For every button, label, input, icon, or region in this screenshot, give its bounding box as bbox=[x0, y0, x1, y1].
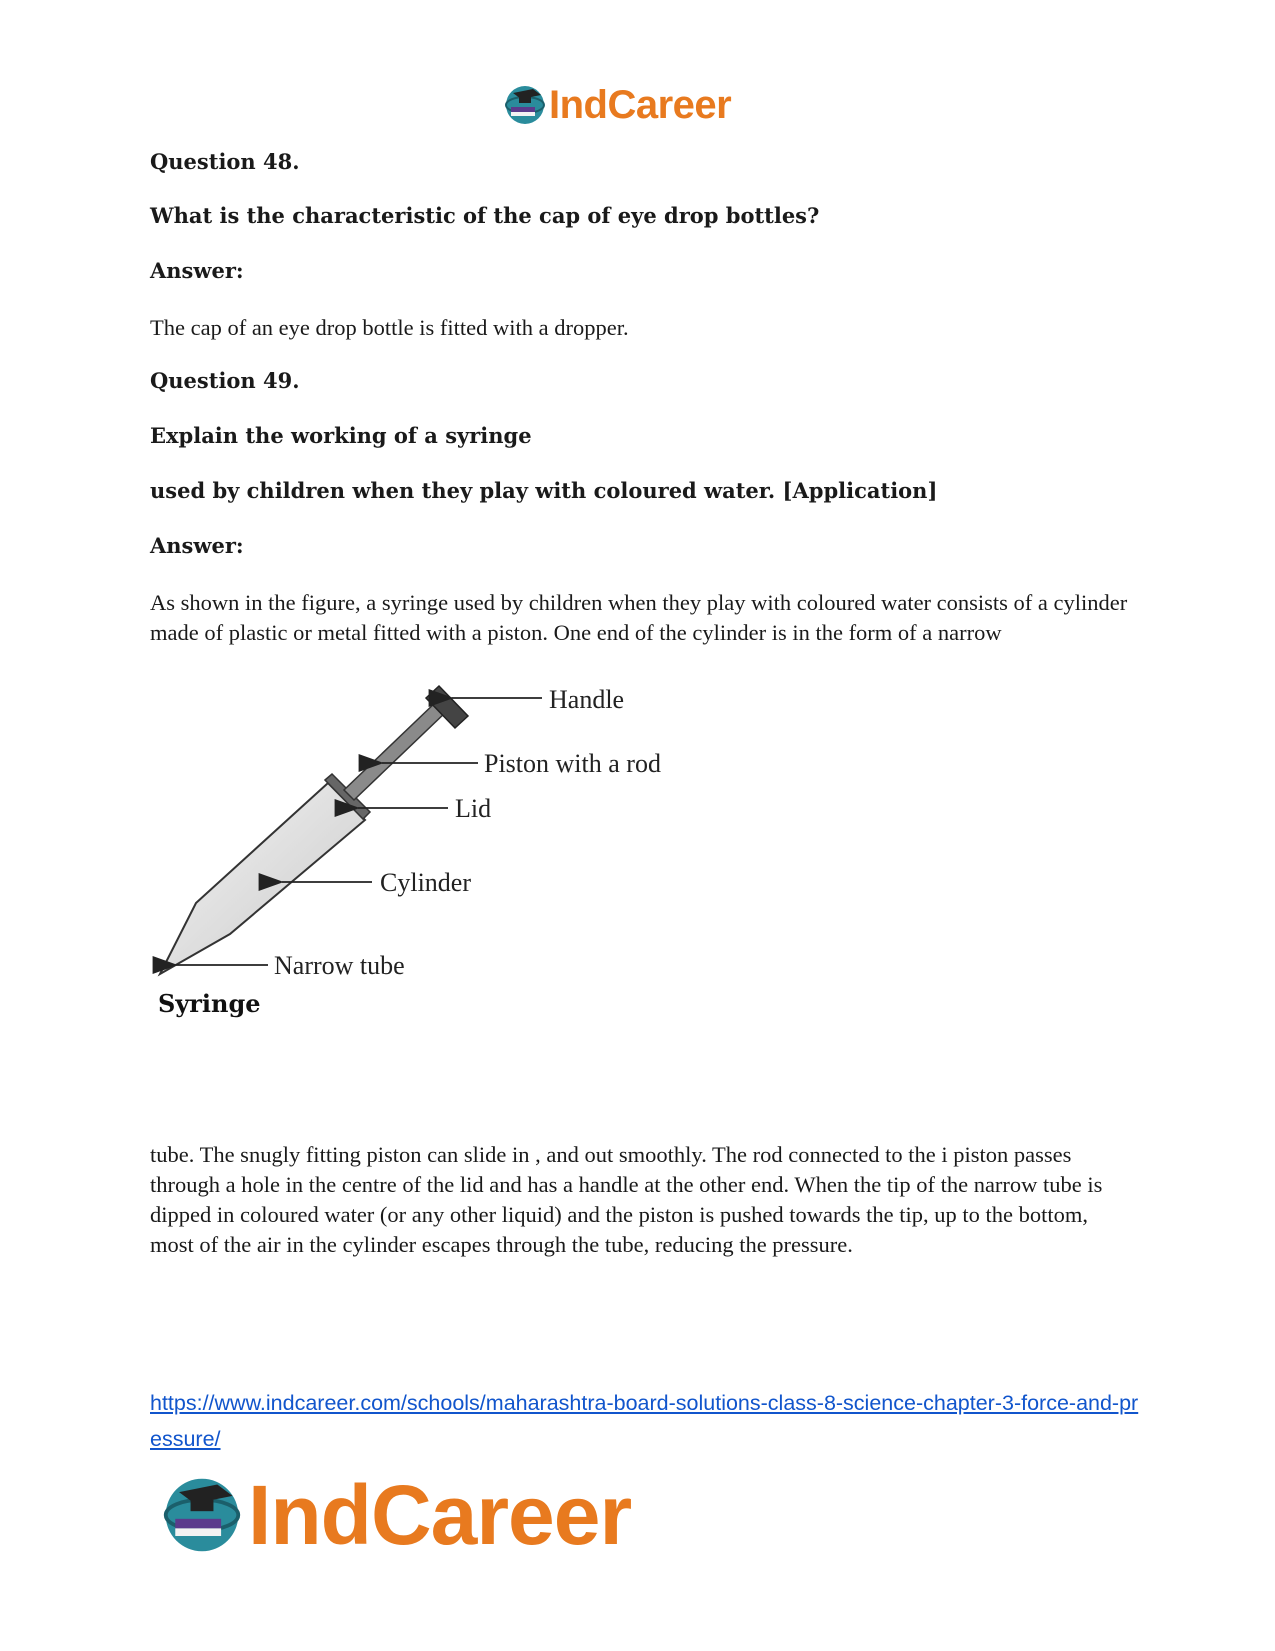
answer-48-text: The cap of an eye drop bottle is fitted with a dropper. bbox=[150, 315, 629, 340]
question-49-text-line2: used by children when they play with coloured water. [Application] bbox=[150, 478, 938, 503]
label-cylinder: Cylinder bbox=[380, 868, 471, 897]
logo-wordmark: IndCareer bbox=[549, 83, 732, 127]
label-handle: Handle bbox=[549, 685, 625, 714]
label-lid: Lid bbox=[455, 794, 492, 823]
question-49-label: Question 49. bbox=[150, 368, 300, 393]
source-link[interactable]: https://www.indcareer.com/schools/maharashtra-board-solutions-class-8-science-chapter-3-force-and-pressure/ bbox=[150, 1391, 1139, 1451]
label-piston: Piston with a rod bbox=[484, 749, 661, 778]
question-49-text-line1: Explain the working of a syringe bbox=[150, 423, 532, 448]
figure-caption: Syringe bbox=[158, 989, 261, 1018]
footer-logo-wordmark: IndCareer bbox=[248, 1468, 632, 1562]
footer-logo bbox=[160, 1465, 720, 1565]
header-logo bbox=[503, 80, 773, 130]
syringe-rod bbox=[344, 700, 448, 800]
footer-logo-globe-icon bbox=[160, 1473, 244, 1557]
syringe-figure bbox=[150, 685, 730, 1080]
syringe-cylinder bbox=[160, 783, 365, 974]
answer-49-label: Answer: bbox=[150, 533, 244, 558]
answer-49-text-part1: As shown in the figure, a syringe used by children when they play with coloured water consists of a cylinder made of plastic or metal fitted with a piston. One end of the cylinder is in the form of a narrow bbox=[150, 590, 1128, 645]
label-narrow-tube: Narrow tube bbox=[274, 951, 405, 980]
logo-globe-icon bbox=[503, 83, 547, 127]
answer-49-text-part2: tube. The snugly fitting piston can slide in , and out smoothly. The rod connected to the i piston passes through a hole in the centre of the lid and has a handle at the other end. When the tip of the narrow tube is dipped in coloured water (or any other liquid) and the piston is pushed towards the tip, up to the bottom, most of the air in the cylinder escapes through the tube, reducing the pressure. bbox=[150, 1142, 1103, 1257]
question-48-label: Question 48. bbox=[150, 149, 300, 174]
answer-48-label: Answer: bbox=[150, 258, 244, 283]
question-48-text: What is the characteristic of the cap of eye drop bottles? bbox=[150, 203, 820, 228]
